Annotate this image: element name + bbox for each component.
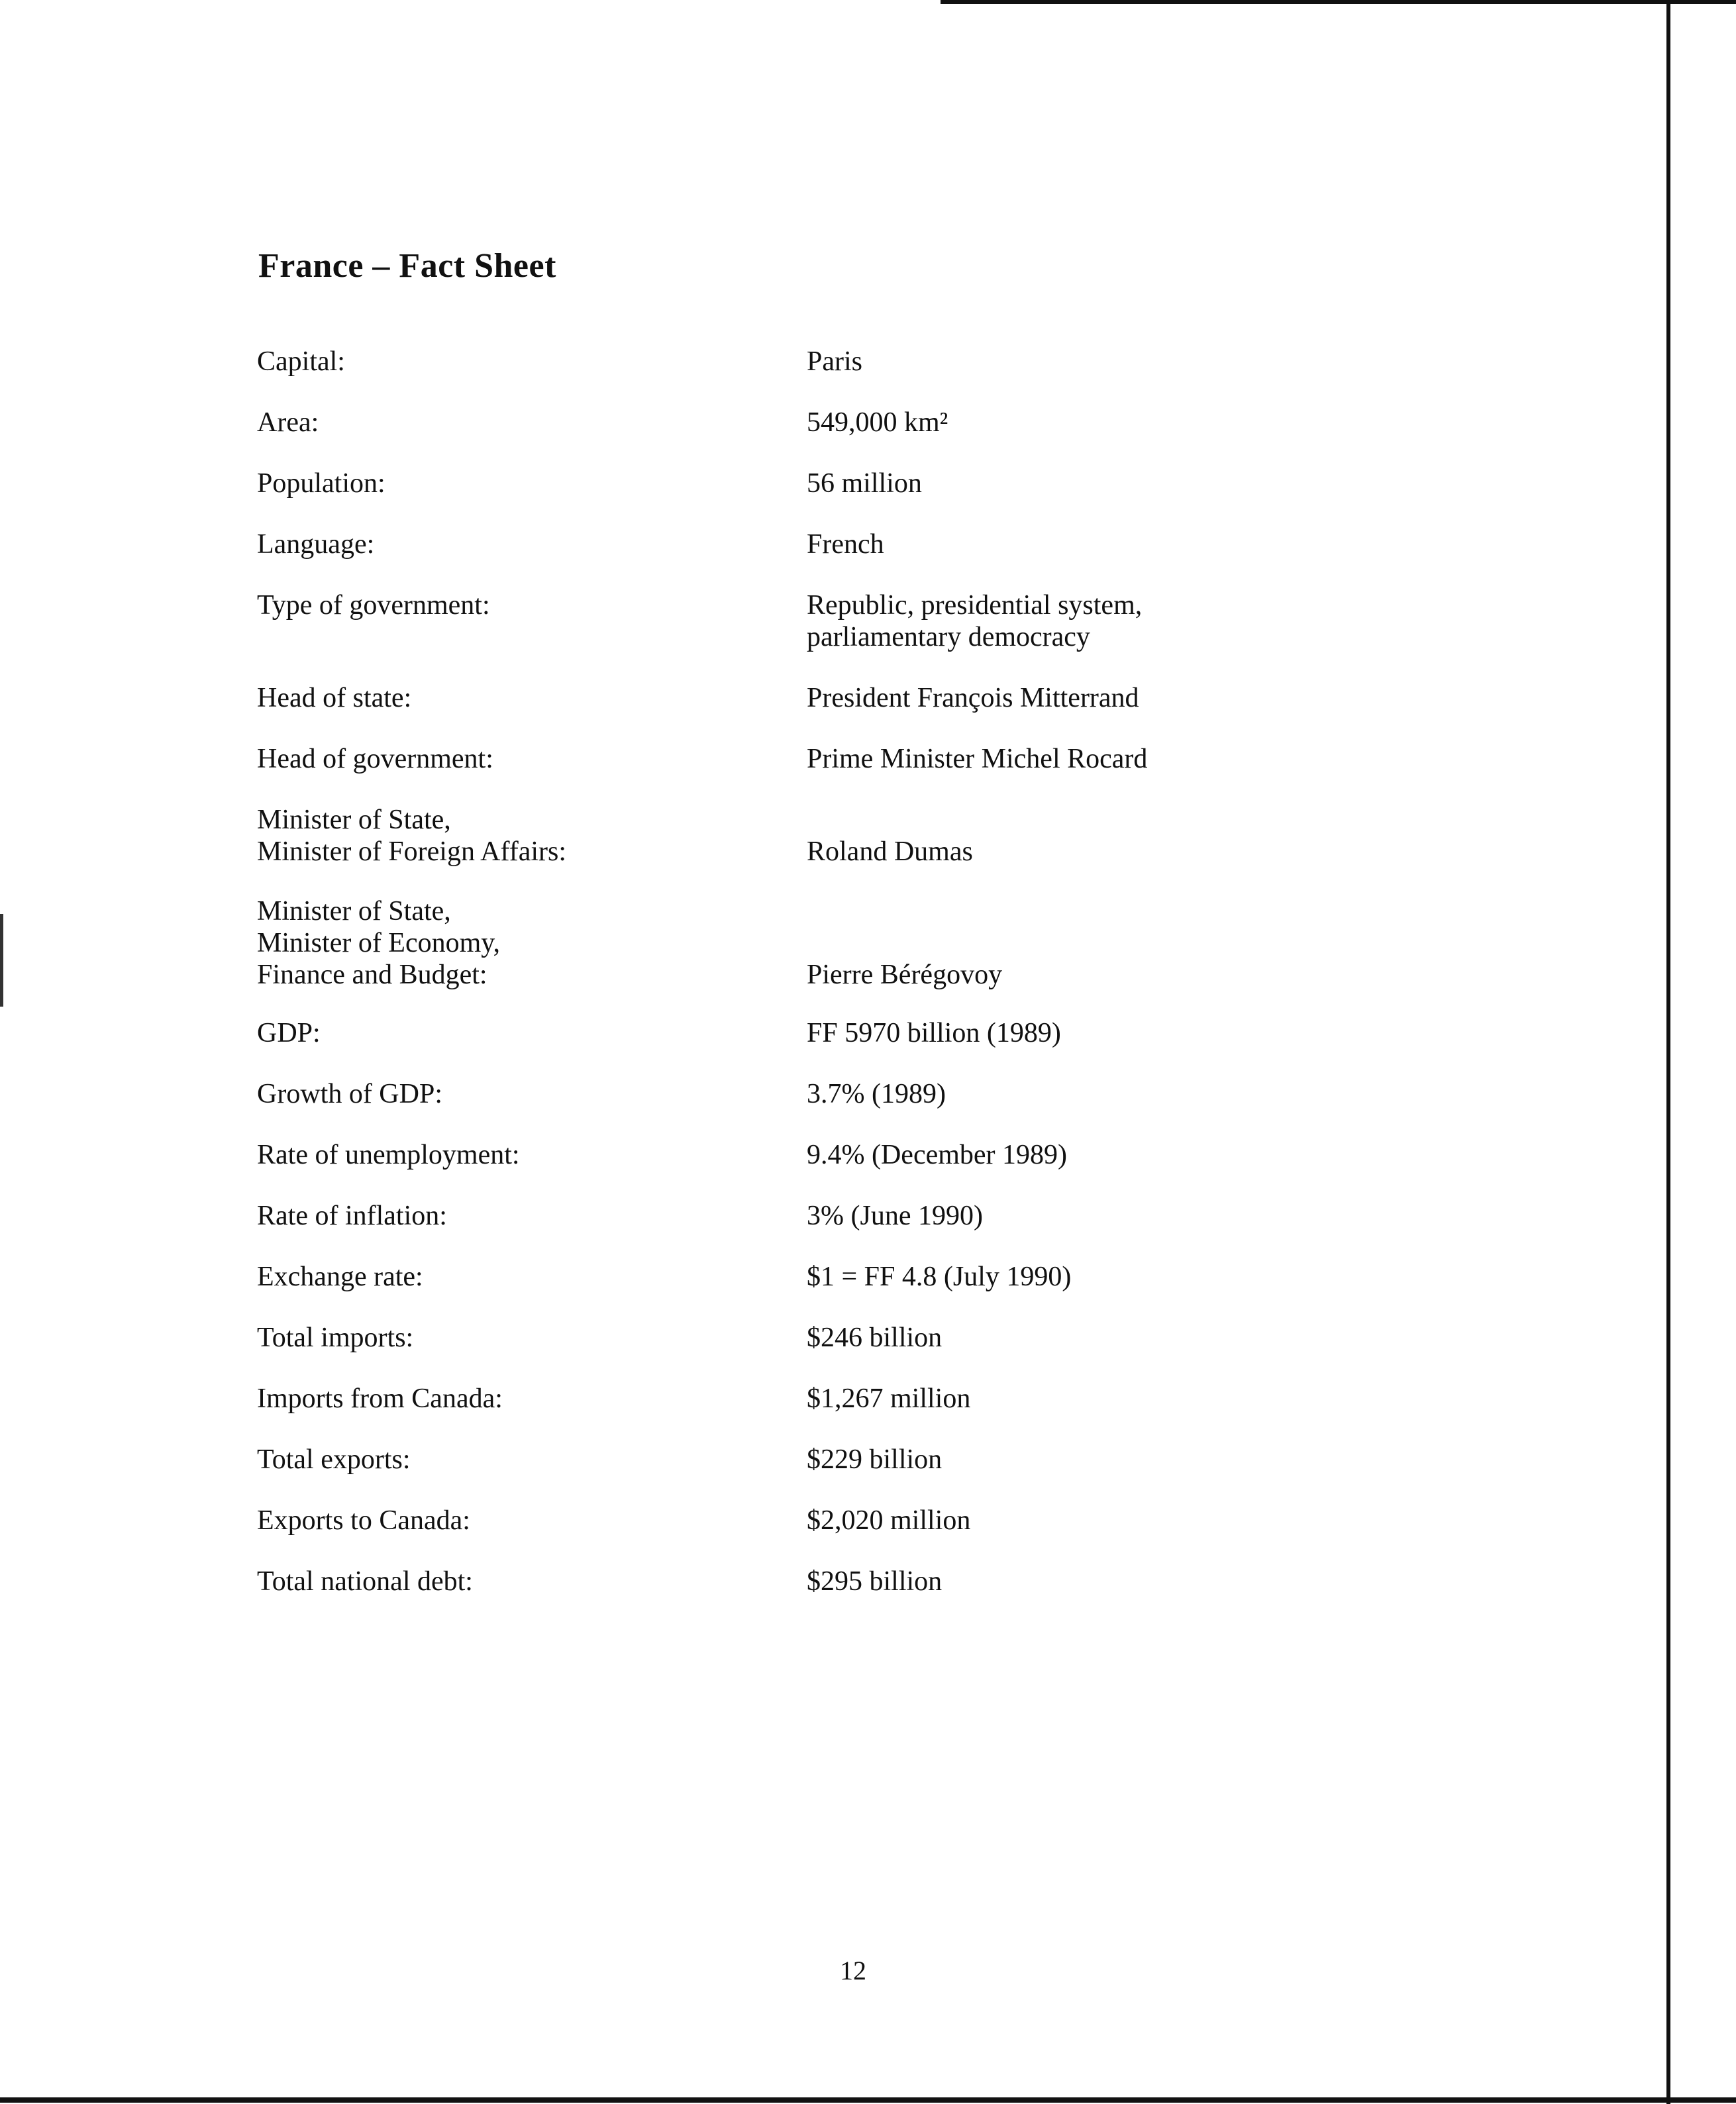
fact-label: Minister of State, Minister of Foreign Affairs: [257,805,567,867]
fact-value: $2,020 million [807,1505,971,1536]
fact-label: Growth of GDP: [257,1079,442,1109]
scan-edge-left [0,914,3,1007]
fact-value: French [807,529,884,560]
fact-label: Head of government: [257,744,493,774]
fact-label: Exports to Canada: [257,1505,470,1536]
fact-value: Roland Dumas [807,836,973,867]
scan-edge-bottom [0,2097,1736,2103]
fact-label: Capital: [257,346,345,377]
fact-label: Area: [257,407,319,438]
fact-value: 56 million [807,468,922,499]
fact-label: GDP: [257,1018,321,1048]
page-number: 12 [840,1956,866,1985]
fact-label: Language: [257,529,375,560]
fact-value: $229 billion [807,1444,943,1475]
fact-value: 9.4% (December 1989) [807,1140,1068,1170]
fact-value: $1,267 million [807,1383,971,1414]
fact-label: Type of government: [257,590,490,621]
scan-edge-top [941,0,1736,4]
fact-value: $295 billion [807,1566,943,1597]
fact-label: Total imports: [257,1323,414,1353]
fact-value: $246 billion [807,1323,943,1353]
fact-value: President François Mitterrand [807,683,1139,713]
fact-label: Imports from Canada: [257,1383,503,1414]
fact-value: Paris [807,346,862,377]
scan-edge-right [1666,0,1670,2104]
fact-value: Pierre Bérégovoy [807,960,1003,990]
fact-label: Total exports: [257,1444,411,1475]
fact-value: 3.7% (1989) [807,1079,946,1109]
fact-value: 3% (June 1990) [807,1201,983,1231]
fact-label: Minister of State, Minister of Economy, Finance and Budget: [257,896,501,990]
fact-value: Republic, presidential system, parliamentary democracy [807,590,1143,652]
fact-value: $1 = FF 4.8 (July 1990) [807,1262,1072,1292]
fact-label: Total national debt: [257,1566,473,1597]
fact-value: Prime Minister Michel Rocard [807,744,1148,774]
page-title: France – Fact Sheet [258,247,556,285]
fact-label: Population: [257,468,385,499]
fact-label: Exchange rate: [257,1262,423,1292]
fact-label: Rate of unemployment: [257,1140,520,1170]
fact-label: Rate of inflation: [257,1201,447,1231]
fact-value: 549,000 km² [807,407,948,438]
fact-value: FF 5970 billion (1989) [807,1018,1061,1048]
fact-label: Head of state: [257,683,412,713]
